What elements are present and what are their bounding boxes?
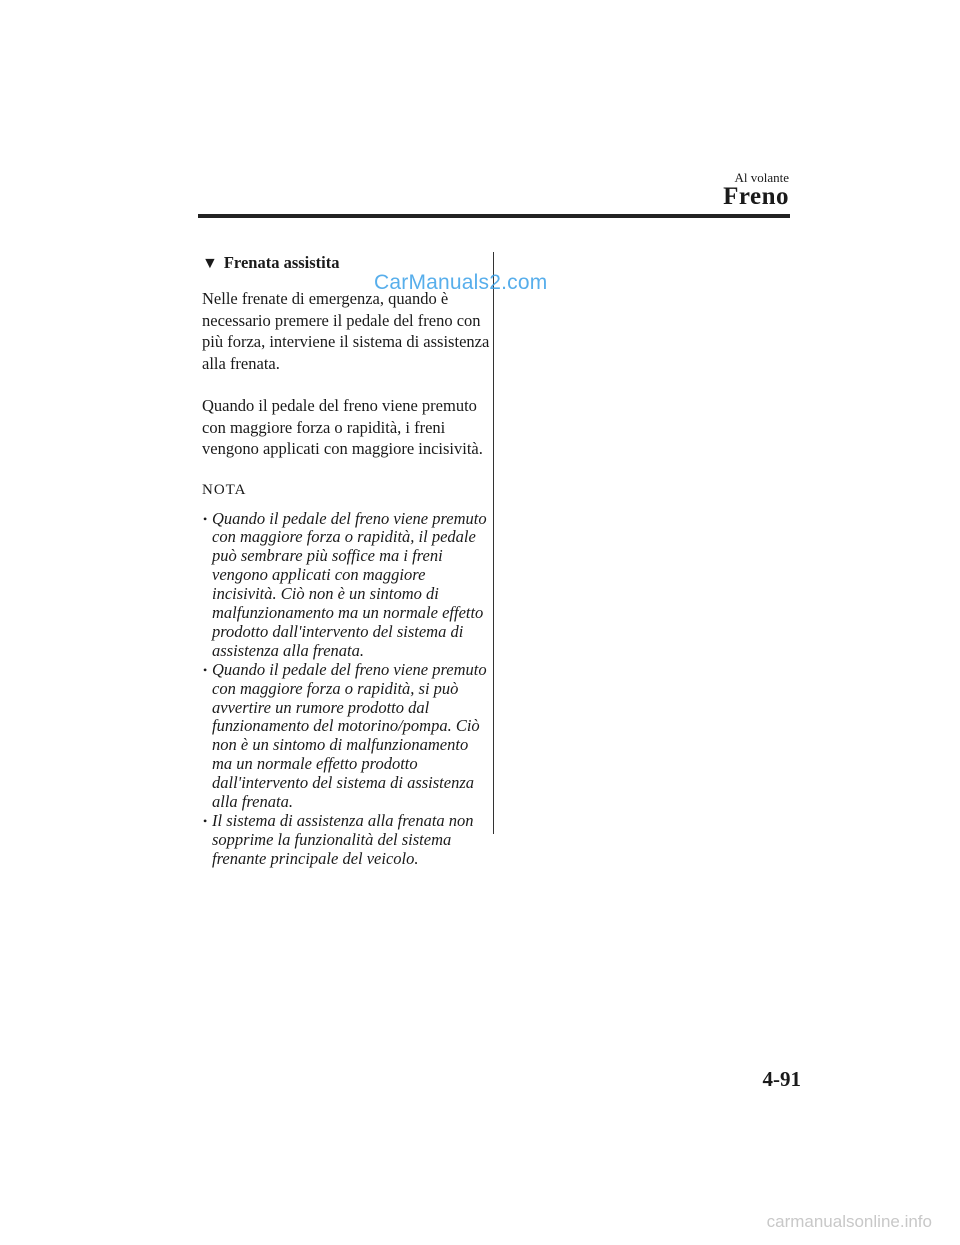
note-item: [202, 510, 492, 661]
bullet-icon: •: [203, 511, 208, 526]
content-column: [202, 253, 492, 869]
note-label: NOTA: [202, 481, 247, 498]
note-item-text: Quando il pedale del freno viene premuto con maggiore forza o rapidità, si può avvertire un rumore prodotto dal funzionamento del motorino/pompa. Ciò non è un sintomo di malfunzionamento ma un normale effetto prodotto dall'intervento del sistema di assistenza alla frenata.: [212, 659, 487, 812]
page-number: 4-91: [762, 1067, 801, 1091]
watermark-bottom: carmanualsonline.info: [766, 1212, 932, 1231]
header-rule: [198, 214, 790, 218]
note-item: [202, 661, 492, 812]
bullet-icon: •: [203, 814, 208, 828]
column-divider: [493, 252, 494, 834]
paragraph: Nelle frenate di emergenza, quando è necessario premere il pedale del freno con più forza, interviene il sistema di assistenza alla frenata.: [202, 289, 490, 373]
watermark-top: CarManuals2.com: [374, 271, 548, 294]
triangle-down-icon: ▼: [202, 255, 218, 272]
note-item-text: Quando il pedale del freno viene premuto con maggiore forza o rapidità, il pedale può sembrare più soffice ma i freni vengono applicati con maggiore incisività. Ciò non è un sintomo di malfunzionamento ma un normale effetto prodotto dall'intervento del sistema di assistenza alla frenata.: [212, 508, 487, 660]
page-title: Freno: [723, 183, 789, 210]
section-heading-text: Frenata assistita: [223, 253, 340, 272]
note-item-text: Il sistema di assistenza alla frenata non sopprime la funzionalità del sistema frenante principale del veicolo.: [212, 811, 474, 868]
note-item: [202, 812, 492, 869]
bullet-icon: •: [203, 662, 208, 677]
note-list: [202, 510, 492, 869]
paragraph: Quando il pedale del freno viene premuto con maggiore forza o rapidità, i freni vengono applicati con maggiore incisività.: [202, 396, 483, 458]
header-section-label: Al volante: [734, 170, 789, 185]
